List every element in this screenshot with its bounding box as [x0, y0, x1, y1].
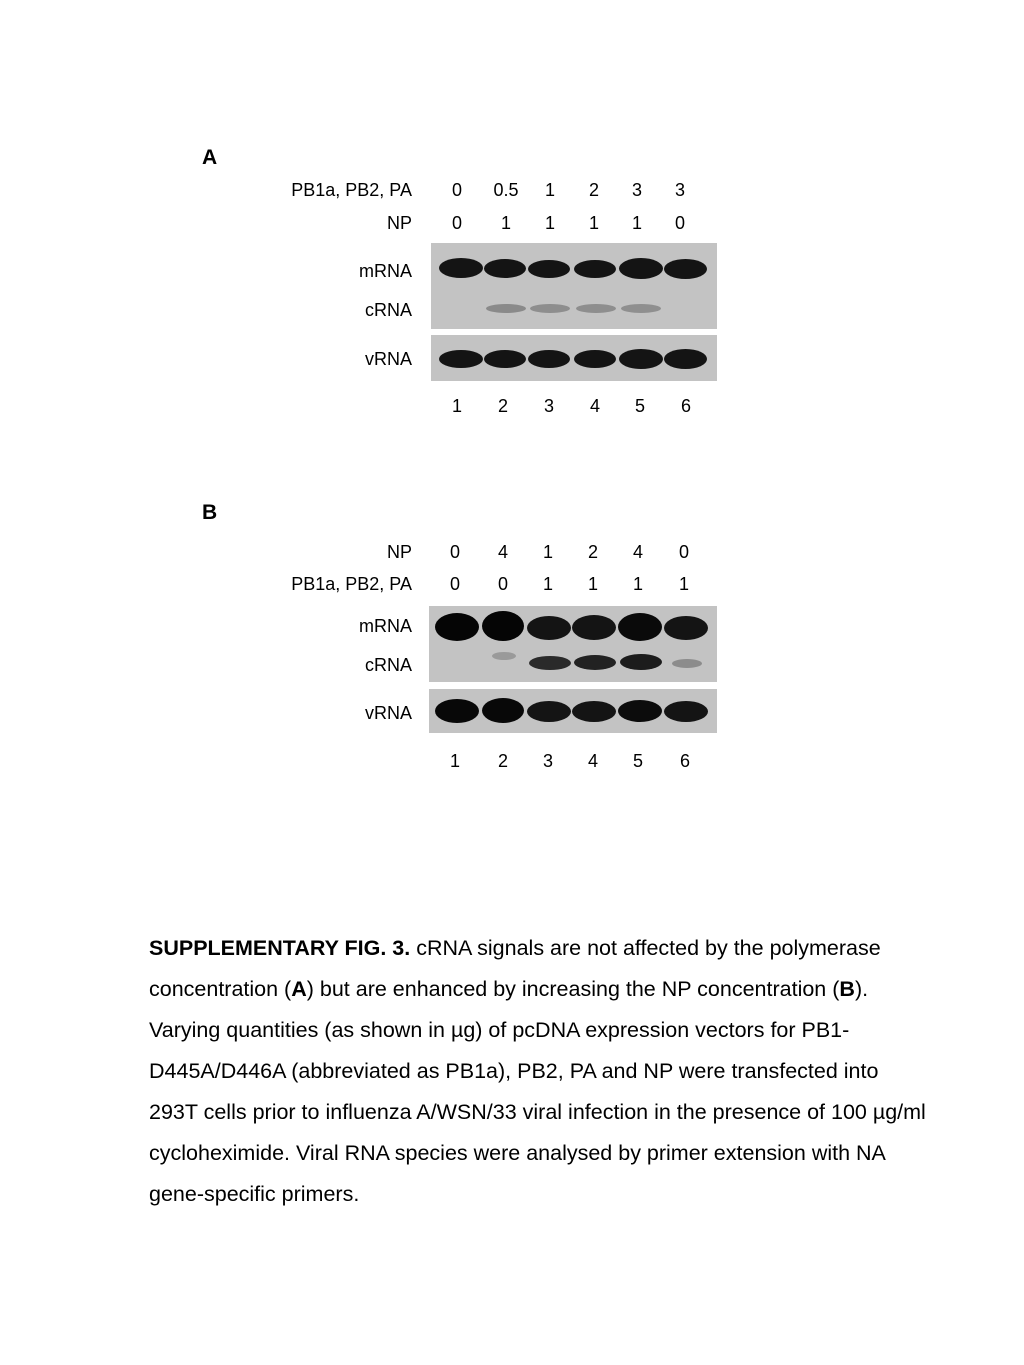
panel-b-vrna-band-1: [435, 699, 479, 723]
panel-a-vrna-band-1: [439, 350, 483, 368]
panel-a-mrna-band-2: [484, 259, 526, 278]
panel-a-vrna-label: vRNA: [364, 349, 412, 369]
panel-b-lane-number-3: 3: [542, 751, 553, 771]
panel-a-vrna-band-3: [528, 350, 570, 368]
panel-a-lane-number-6: 6: [680, 396, 691, 416]
panel-b-polymerase-lane2: 0: [497, 574, 508, 594]
panel-b-crna-band-6: [672, 659, 702, 668]
panel-b-row-polymerase-label: PB1a, PB2, PA: [291, 574, 412, 594]
panel-b-lane-number-1: 1: [449, 751, 460, 771]
panel-b-polymerase-lane6: 1: [678, 574, 689, 594]
panel-b-crna-label: cRNA: [364, 655, 412, 675]
panel-a-crna-band-3: [530, 304, 570, 313]
caption-title: SUPPLEMENTARY FIG. 3.: [149, 936, 411, 960]
panel-b-lane-number-2: 2: [497, 751, 508, 771]
panel-b-np-lane2: 4: [497, 542, 508, 562]
panel-b-letter: B: [202, 501, 218, 524]
panel-b-polymerase-lane1: 0: [449, 574, 460, 594]
caption-bold-b: B: [839, 977, 855, 1001]
panel-a-mrna-band-5: [619, 258, 663, 279]
panel-b-crna-band-3: [529, 656, 571, 670]
figure-caption: [149, 928, 929, 1215]
panel-a-mrna-label: mRNA: [359, 261, 412, 281]
panel-a-lane-number-3: 3: [543, 396, 554, 416]
panel-a-mrna-band-3: [528, 260, 570, 278]
panel-b-np-lane3: 1: [542, 542, 553, 562]
panel-a-np-lane6: 0: [674, 213, 685, 233]
panel-a-polymerase-lane2: 0.5: [493, 180, 519, 200]
panel-a-lane-number-5: 5: [634, 396, 645, 416]
panel-a-lane-number-2: 2: [497, 396, 508, 416]
panel-b-np-lane4: 2: [587, 542, 598, 562]
panel-b-mrna-band-1: [435, 613, 479, 641]
panel-a-mrna-band-4: [574, 260, 616, 278]
panel-b-lane-number-4: 4: [587, 751, 598, 771]
panel-b-crna-band-2: [492, 652, 516, 660]
panel-a-polymerase-lane6: 3: [674, 180, 685, 200]
panel-b-mrna-band-3: [527, 616, 571, 640]
panel-a-np-lane2: 1: [500, 213, 511, 233]
panel-a-row-polymerase-label: PB1a, PB2, PA: [291, 180, 412, 200]
panel-b-vrna-band-6: [664, 701, 708, 722]
panel-b-mrna-band-2: [482, 611, 524, 641]
panel-a-polymerase-lane5: 3: [631, 180, 642, 200]
panel-a-vrna-band-5: [619, 349, 663, 369]
panel-b-np-lane5: 4: [632, 542, 643, 562]
caption-text-3: ). Varying quantities (as shown in µg) of pcDNA expression vectors for PB1-D445A/D446A (abbreviated as PB1a), PB2, PA and NP were transfected into 293T cells prior to influenza A/WSN/33 viral infection in the presence of 100 µg/ml cycloheximide. Viral RNA species were analysed by primer extension with NA gene-specific primers.: [149, 977, 926, 1206]
panel-b-polymerase-lane5: 1: [632, 574, 643, 594]
panel-b-np-lane1: 0: [449, 542, 460, 562]
panel-a-vrna-band-2: [484, 350, 526, 368]
panel-a-letter: A: [202, 146, 218, 169]
caption-text-2: ) but are enhanced by increasing the NP concentration (: [306, 977, 840, 1001]
panel-a-mrna-band-1: [439, 258, 483, 278]
panel-a-vrna-band-4: [574, 350, 616, 368]
panel-a-row-np-label: NP: [386, 213, 412, 233]
panel-a-polymerase-lane4: 2: [588, 180, 599, 200]
caption-bold-a: A: [291, 977, 307, 1001]
panel-b-polymerase-lane4: 1: [587, 574, 598, 594]
panel-b-crna-band-5: [620, 654, 662, 670]
panel-a-vrna-band-6: [664, 349, 707, 369]
panel-b-vrna-band-3: [527, 701, 571, 722]
panel-b-mrna-band-6: [664, 616, 708, 640]
panel-a-crna-band-5: [621, 304, 661, 313]
panel-a-crna-band-4: [576, 304, 616, 313]
panel-b-gel-upper: [429, 606, 717, 682]
panel-b-vrna-band-5: [618, 700, 662, 722]
panel-a-np-lane4: 1: [588, 213, 599, 233]
panel-b-mrna-label: mRNA: [359, 616, 412, 636]
panel-a-polymerase-lane1: 0: [451, 180, 462, 200]
panel-b-gel-lower: [429, 689, 717, 733]
panel-b-mrna-band-4: [572, 615, 616, 640]
panel-a-gel-upper: [431, 243, 717, 329]
panel-a-polymerase-lane3: 1: [544, 180, 555, 200]
panel-a-crna-band-2: [486, 304, 526, 313]
panel-b-vrna-band-4: [572, 701, 616, 722]
panel-b-vrna-label: vRNA: [364, 703, 412, 723]
panel-b-np-lane6: 0: [678, 542, 689, 562]
panel-b-polymerase-lane3: 1: [542, 574, 553, 594]
panel-b-mrna-band-5: [618, 613, 662, 641]
panel-b-row-np-label: NP: [386, 542, 412, 562]
panel-a-lane-number-1: 1: [451, 396, 462, 416]
panel-b-crna-band-4: [574, 655, 616, 670]
panel-b-lane-number-5: 5: [632, 751, 643, 771]
panel-a-gel-lower: [431, 335, 717, 381]
panel-b-vrna-band-2: [482, 698, 524, 723]
panel-a-np-lane5: 1: [631, 213, 642, 233]
panel-a-lane-number-4: 4: [589, 396, 600, 416]
panel-a-mrna-band-6: [664, 259, 707, 279]
panel-a-crna-label: cRNA: [364, 300, 412, 320]
panel-b-lane-number-6: 6: [679, 751, 690, 771]
panel-a-np-lane1: 0: [451, 213, 462, 233]
panel-a-np-lane3: 1: [544, 213, 555, 233]
caption-text-1: cRNA signals are not affected by the polymerase concentration (: [149, 936, 881, 1001]
